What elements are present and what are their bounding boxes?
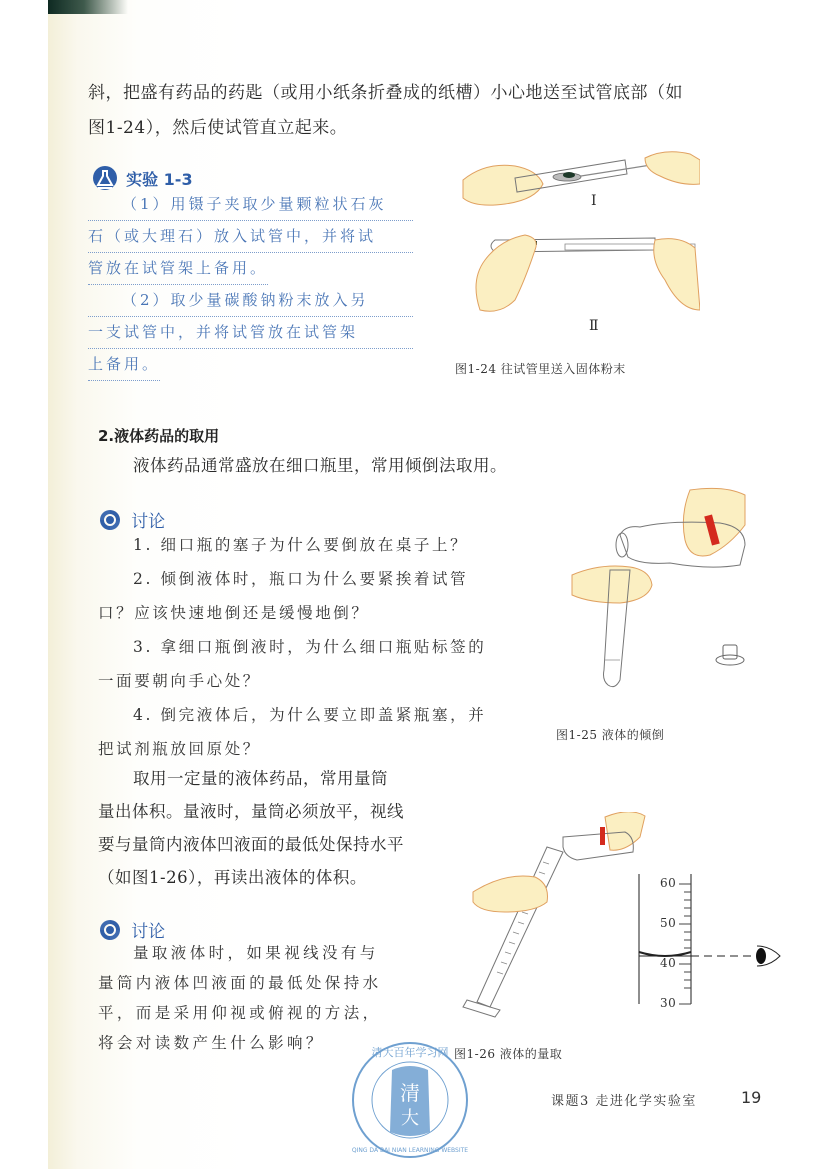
measure-paragraph [98,762,478,894]
question-line: 量筒内液体凹液面的最低处保持水 [98,974,382,992]
question-line: 平，而是采用仰视或俯视的方法， [98,1004,382,1022]
question-line: 2. 倾倒液体时，瓶口为什么要紧挨着试管 [133,570,469,588]
experiment-line: 管放在试管架上备用。 [88,253,268,285]
question-line: 4. 倒完液体后，为什么要立即盖紧瓶塞，并 [133,706,487,724]
question-line: 将会对读数产生什么影响？ [98,1034,325,1052]
intro-paragraph [88,76,778,146]
experiment-line: 石（或大理石）放入试管中，并将试 [88,221,413,253]
svg-text:清大百年学习网: 清大百年学习网 [371,1046,449,1059]
figure-1-24-illustration [455,150,700,350]
question-line: 1. 细口瓶的塞子为什么要倒放在桌子上？ [133,536,469,554]
intro-line: 斜，把盛有药品的药匙（或用小纸条折叠成的纸槽）小心地送至试管底部（如 [88,83,683,103]
measure-line: 要与量筒内液体凹液面的最低处保持水平 [98,835,404,854]
scale-label-40: 40 [660,956,677,970]
flask-icon [92,165,118,191]
question-line: 量取液体时，如果视线没有与 [133,944,379,962]
intro-line: 图1-24），然后使试管直立起来。 [88,118,348,138]
measure-line: 取用一定量的液体药品，常用量筒 [133,769,388,788]
svg-text:清: 清 [400,1081,420,1105]
page-edge-shadow [48,0,128,14]
figure-1-26-caption: 图1-26 液体的量取 [454,1047,563,1061]
experiment-line: 一支试管中，并将试管放在试管架 [88,317,413,349]
figure-label-ii: Ⅱ [589,318,599,334]
experiment-line: （1）用镊子夹取少量颗粒状石灰 [88,189,413,221]
svg-text:大: 大 [401,1108,419,1129]
measure-line: 量出体积。量液时，量筒必须放平，视线 [98,802,404,821]
watermark-seal [350,1040,470,1160]
question-line: 口？应该快速地倒还是缓慢地倒？ [98,604,370,622]
question-line: 把试剂瓶放回原处？ [98,740,261,758]
figure-label-i: Ⅰ [591,193,597,209]
scale-label-50: 50 [660,916,677,930]
figure-1-25-caption: 图1-25 液体的倾倒 [556,728,665,742]
svg-text:QING DA BAI NIAN LEARNING WEBS: QING DA BAI NIAN LEARNING WEBSITE [351,1147,469,1154]
scale-label-60: 60 [660,876,677,890]
section-heading: 2.液体药品的取用 [98,427,220,445]
discussion-title: 讨论 [131,922,166,942]
figure-1-26-illustration [455,812,785,1022]
figure-1-25-illustration [560,485,760,705]
section-text: 液体药品通常盛放在细口瓶里，常用倾倒法取用。 [133,456,507,475]
discussion-title: 讨论 [131,512,166,532]
experiment-line: （2）取少量碳酸钠粉末放入另 [88,285,413,317]
chapter-footer: 课题3 走进化学实验室 [551,1094,697,1109]
experiment-steps [88,189,413,381]
figure-1-24-caption: 图1-24 往试管里送入固体粉末 [455,362,626,376]
experiment-title: 实验 1-3 [126,169,193,189]
scale-label-30: 30 [660,996,677,1010]
eye-icon [756,946,780,966]
question-line: 一面要朝向手心处？ [98,672,261,690]
discussion-questions [98,528,538,766]
page-number: 19 [741,1088,762,1107]
experiment-header [92,165,193,191]
question-line: 3. 拿细口瓶倒液时，为什么细口瓶贴标签的 [133,638,487,656]
measure-line: （如图1-26），再读出液体的体积。 [98,868,367,887]
experiment-line: 上备用。 [88,349,160,381]
